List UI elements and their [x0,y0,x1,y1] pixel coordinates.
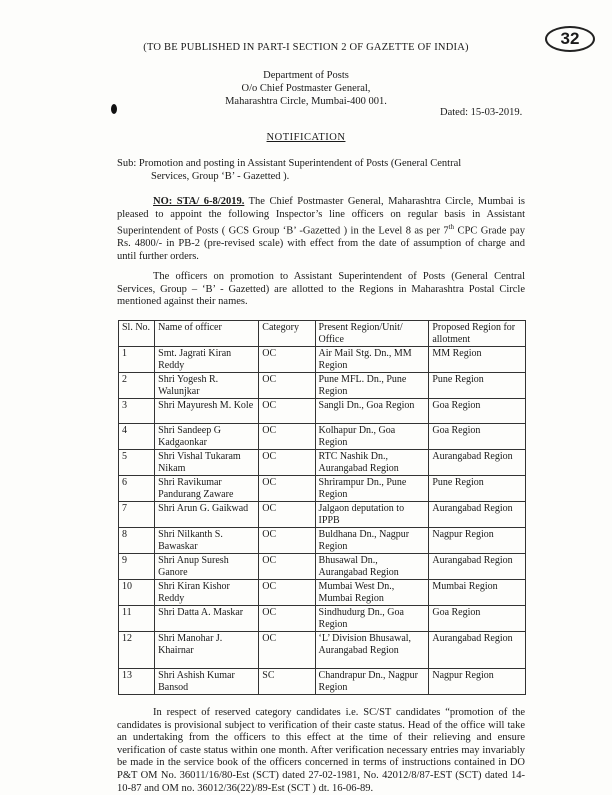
cell-category: OC [259,528,315,554]
table-row [119,399,526,424]
cell-present-region: Pune MFL. Dn., Pune Region [315,373,429,399]
cell-category: OC [259,554,315,580]
cell-sl-no: 3 [119,399,155,424]
cell-category: OC [259,476,315,502]
cell-category: OC [259,399,315,424]
notification-date: Dated: 15-03-2019. [440,107,523,118]
cell-proposed-region: Mumbai Region [429,580,526,606]
subject [117,158,517,183]
cell-proposed-region: Pune Region [429,476,526,502]
cell-officer-name: Shri Sandeep G Kadgaonkar [155,424,259,450]
cell-present-region: ‘L’ Division Bhusawal, Aurangabad Region [315,632,429,669]
table-row [119,347,526,373]
cell-present-region: Kolhapur Dn., Goa Region [315,424,429,450]
cell-present-region: Sindhudurg Dn., Goa Region [315,606,429,632]
cell-category: OC [259,424,315,450]
cell-proposed-region: Goa Region [429,424,526,450]
cell-sl-no: 1 [119,347,155,373]
cell-sl-no: 11 [119,606,155,632]
table-row [119,424,526,450]
cell-present-region: Bhusawal Dn., Aurangabad Region [315,554,429,580]
paragraph-2-text: The officers on promotion to Assistant Superintendent of Posts (General Central Services, Group – ‘B’ - Gazetted) are allotted to the Regions in Maharashtra Postal Circle mentioned against their names. [117,271,525,308]
table-row [119,632,526,669]
table-row [119,606,526,632]
cell-present-region: RTC Nashik Dn., Aurangabad Region [315,450,429,476]
cell-proposed-region: Aurangabad Region [429,632,526,669]
cell-sl-no: 8 [119,528,155,554]
cell-category: OC [259,347,315,373]
officers-table [118,320,526,695]
cell-sl-no: 9 [119,554,155,580]
cell-proposed-region: Nagpur Region [429,528,526,554]
paragraph-1-sup: th [448,223,455,232]
header-present-region: Present Region/Unit/ Office [315,321,429,347]
cell-sl-no: 4 [119,424,155,450]
cell-officer-name: Shri Ashish Kumar Bansod [155,669,259,695]
paragraph-1 [117,196,525,263]
cell-officer-name: Shri Yogesh R. Walunjkar [155,373,259,399]
cell-proposed-region: Aurangabad Region [429,502,526,528]
gazette-note: (TO BE PUBLISHED IN PART-I SECTION 2 OF GAZETTE OF INDIA) [143,42,469,53]
cell-proposed-region: Aurangabad Region [429,554,526,580]
cell-officer-name: Smt. Jagrati Kiran Reddy [155,347,259,373]
table-row [119,450,526,476]
department-line-2: O/o Chief Postmaster General, [241,83,371,94]
cell-proposed-region: Pune Region [429,373,526,399]
subject-line-2: Services, Group ‘B’ - Gazetted ). [151,170,290,182]
header-sl-no: Sl. No. [119,321,155,347]
notification-title: NOTIFICATION [266,132,346,143]
table-row [119,528,526,554]
notification-number: NO: STA/ 6-8/2019. [153,196,245,207]
cell-proposed-region: Nagpur Region [429,669,526,695]
cell-present-region: Sangli Dn., Goa Region [315,399,429,424]
cell-officer-name: Shri Mayuresh M. Kole [155,399,259,424]
cell-sl-no: 2 [119,373,155,399]
cell-present-region: Air Mail Stg. Dn., MM Region [315,347,429,373]
page-number: 32 [545,26,595,52]
paragraph-3-text: In respect of reserved category candidates i.e. SC/ST candidates “promotion of the candidates is provisional subject to verification of their caste status. Head of the office will take an undertaking from the officers to this effect at the time of their relieving and ensure verification of caste status within one month. After verification necessary entries may invariably be made in the service book of the officers concerned in terms of instructions contained in DO P&T OM No. 36011/16/80-Est (SCT) dated 27-02-1981, No. 42012/8/87-EST (SCT) dated 14-10-87 and OM no. 36012/36(22)/89-Est (SCT ) dt. 16-06-89. [117,707,525,794]
department-line-1: Department of Posts [263,70,349,81]
cell-officer-name: Shri Nilkanth S. Bawaskar [155,528,259,554]
table-row [119,502,526,528]
paragraph-2 [117,271,525,309]
cell-proposed-region: Goa Region [429,606,526,632]
cell-proposed-region: MM Region [429,347,526,373]
cell-present-region: Chandrapur Dn., Nagpur Region [315,669,429,695]
table-row [119,373,526,399]
cell-category: OC [259,632,315,669]
paragraph-1-text-b: CPC Grade pay Rs. 4800/- in PB-2 (pre-revised scale) with effect from the date of assumption of charge and until further orders. [117,225,525,262]
header-name: Name of officer [155,321,259,347]
cell-sl-no: 13 [119,669,155,695]
cell-category: OC [259,450,315,476]
table-row [119,554,526,580]
cell-category: SC [259,669,315,695]
cell-present-region: Mumbai West Dn., Mumbai Region [315,580,429,606]
cell-category: OC [259,580,315,606]
header-proposed-region: Proposed Region for allotment [429,321,526,347]
cell-officer-name: Shri Anup Suresh Ganore [155,554,259,580]
cell-sl-no: 10 [119,580,155,606]
cell-sl-no: 5 [119,450,155,476]
header-category: Category [259,321,315,347]
paragraph-1-text-a: The Chief Postmaster General, Maharashtra Circle, Mumbai is pleased to appoint the following Inspector’s line officers on regular basis in Assistant Superintendent of Posts ( GCS Group ‘B’ -Gazetted ) in the Level 8 as per 7 [117,196,525,237]
table-header-row [119,321,526,347]
cell-officer-name: Shri Vishal Tukaram Nikam [155,450,259,476]
table-row [119,580,526,606]
cell-officer-name: Shri Arun G. Gaikwad [155,502,259,528]
cell-present-region: Buldhana Dn., Nagpur Region [315,528,429,554]
cell-category: OC [259,606,315,632]
paragraph-3 [117,707,525,795]
cell-proposed-region: Goa Region [429,399,526,424]
cell-present-region: Jalgaon deputation to IPPB [315,502,429,528]
cell-officer-name: Shri Ravikumar Pandurang Zaware [155,476,259,502]
cell-present-region: Shrirampur Dn., Pune Region [315,476,429,502]
cell-category: OC [259,502,315,528]
department-line-3: Maharashtra Circle, Mumbai-400 001. [225,96,387,107]
punch-hole-mark [111,104,117,114]
table-row [119,476,526,502]
cell-officer-name: Shri Datta A. Maskar [155,606,259,632]
cell-officer-name: Shri Kiran Kishor Reddy [155,580,259,606]
table-row [119,669,526,695]
cell-sl-no: 12 [119,632,155,669]
cell-sl-no: 6 [119,476,155,502]
cell-officer-name: Shri Manohar J. Khairnar [155,632,259,669]
subject-line-1: Sub: Promotion and posting in Assistant Superintendent of Posts (General Central [117,158,462,169]
cell-sl-no: 7 [119,502,155,528]
cell-category: OC [259,373,315,399]
cell-proposed-region: Aurangabad Region [429,450,526,476]
